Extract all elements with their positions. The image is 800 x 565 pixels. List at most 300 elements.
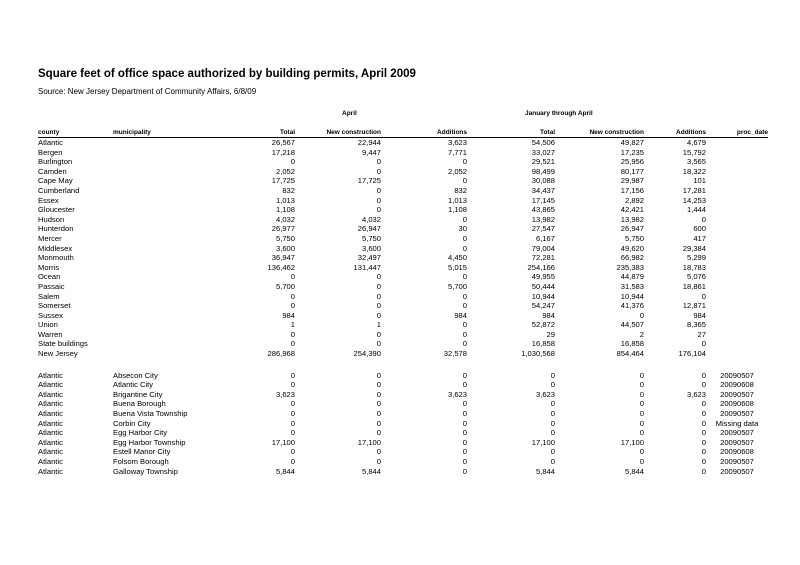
table-row-county <box>38 263 768 273</box>
cell-county: Atlantic <box>38 418 63 428</box>
cell-ytd-new-construction: 0 <box>639 399 644 409</box>
table-row-county <box>38 148 768 158</box>
cell-municipality <box>113 263 208 273</box>
cell-april-new-construction: 0 <box>376 457 381 466</box>
cell-ytd-additions: 101 <box>693 176 706 186</box>
cell-ytd-new-construction: 5,750 <box>624 233 644 243</box>
cell-ytd-total: 0 <box>550 457 555 466</box>
cell-april-total: 0 <box>290 301 295 311</box>
cell-april-additions: 32,578 <box>443 349 467 359</box>
table-row-county <box>38 253 768 263</box>
cell-april-total: 0 <box>290 457 295 466</box>
cell-municipality <box>113 349 208 359</box>
cell-county: Atlantic <box>38 466 63 476</box>
cell-ytd-total: 30,088 <box>531 176 555 186</box>
cell-proc-date: 20090507 <box>720 370 754 380</box>
cell-ytd-total: 33,027 <box>531 147 555 157</box>
col-header-ytd-total: Total <box>467 128 555 138</box>
cell-ytd-total: 54,247 <box>531 301 555 311</box>
cell-county: Hudson <box>38 214 65 224</box>
cell-county: Atlantic <box>38 409 63 419</box>
cell-ytd-total: 29 <box>546 329 555 339</box>
cell-municipality <box>113 157 208 167</box>
cell-april-additions: 0 <box>462 176 467 186</box>
cell-april-additions: 0 <box>462 380 467 390</box>
cell-april-new-construction: 0 <box>376 157 381 167</box>
table-row-county <box>38 234 768 244</box>
cell-ytd-additions: 3,565 <box>686 157 706 167</box>
table-row-municipality <box>38 399 768 409</box>
cell-april-new-construction: 4,032 <box>361 214 381 224</box>
cell-proc-date <box>706 167 768 177</box>
cell-proc-date <box>706 205 768 215</box>
col-header-ytd-new-construction: New construction <box>555 128 644 138</box>
cell-april-additions: 0 <box>462 409 467 419</box>
cell-ytd-additions: 8,365 <box>686 320 706 330</box>
cell-municipality <box>113 282 208 292</box>
cell-april-additions: 0 <box>462 399 467 409</box>
cell-ytd-additions: 0 <box>701 437 706 447</box>
table-row-county <box>38 186 768 196</box>
cell-april-additions: 0 <box>462 214 467 224</box>
cell-april-new-construction: 5,844 <box>361 466 381 476</box>
cell-ytd-new-construction: 31,583 <box>620 281 644 291</box>
table-row-county <box>38 138 768 148</box>
cell-april-new-construction: 0 <box>376 380 381 390</box>
cell-municipality: Brigantine City <box>113 389 163 399</box>
cell-ytd-total: 72,281 <box>531 253 555 263</box>
cell-ytd-additions: 0 <box>701 428 706 438</box>
cell-april-additions: 0 <box>462 301 467 311</box>
cell-april-additions: 0 <box>462 157 467 167</box>
cell-ytd-additions: 0 <box>701 457 706 466</box>
cell-april-total: 5,844 <box>275 466 295 476</box>
cell-ytd-additions: 176,104 <box>678 349 706 359</box>
cell-ytd-new-construction: 44,507 <box>620 320 644 330</box>
cell-ytd-total: 0 <box>550 447 555 457</box>
cell-county: Mercer <box>38 233 62 243</box>
cell-april-total: 0 <box>290 447 295 457</box>
cell-county: Atlantic <box>38 447 63 457</box>
cell-ytd-new-construction: 0 <box>639 428 644 438</box>
cell-april-total: 0 <box>290 370 295 380</box>
cell-april-additions: 7,771 <box>447 147 467 157</box>
cell-april-additions: 2,052 <box>447 166 467 176</box>
cell-april-new-construction: 131,447 <box>353 262 381 272</box>
cell-proc-date <box>706 244 768 254</box>
cell-county: Atlantic <box>38 389 63 399</box>
cell-april-new-construction: 0 <box>376 389 381 399</box>
cell-proc-date <box>706 330 768 340</box>
cell-april-additions: 0 <box>462 320 467 330</box>
cell-proc-date <box>706 224 768 234</box>
cell-april-new-construction: 0 <box>376 447 381 457</box>
cell-ytd-total: 254,166 <box>527 262 555 272</box>
cell-proc-date <box>706 311 768 321</box>
cell-april-total: 26,977 <box>271 224 295 234</box>
cell-proc-date <box>706 292 768 302</box>
cell-ytd-additions: 417 <box>693 233 706 243</box>
cell-april-total: 0 <box>290 380 295 390</box>
cell-ytd-total: 3,623 <box>535 389 555 399</box>
cell-ytd-additions: 0 <box>701 409 706 419</box>
cell-april-total: 136,462 <box>267 262 295 272</box>
cell-april-new-construction: 0 <box>376 195 381 205</box>
cell-county: Passaic <box>38 281 65 291</box>
cell-april-total: 1,013 <box>275 195 295 205</box>
cell-ytd-additions: 27 <box>697 329 706 339</box>
cell-county: Middlesex <box>38 243 73 253</box>
cell-april-new-construction: 0 <box>376 205 381 215</box>
cell-ytd-additions: 29,384 <box>682 243 706 253</box>
cell-april-new-construction: 0 <box>376 428 381 438</box>
cell-proc-date: 20090608 <box>720 447 754 457</box>
cell-april-new-construction: 0 <box>376 166 381 176</box>
cell-april-new-construction: 17,725 <box>357 176 381 186</box>
cell-municipality: Galloway Township <box>113 466 178 476</box>
cell-ytd-new-construction: 16,858 <box>620 339 644 349</box>
cell-april-total: 17,100 <box>271 437 295 447</box>
cell-april-new-construction: 22,944 <box>357 138 381 147</box>
cell-proc-date <box>706 349 768 359</box>
cell-april-additions: 0 <box>462 466 467 476</box>
cell-ytd-additions: 3,623 <box>686 389 706 399</box>
cell-ytd-additions: 18,861 <box>682 281 706 291</box>
group-header-jan-apr: January through April <box>525 110 593 117</box>
cell-april-additions: 0 <box>462 437 467 447</box>
cell-ytd-new-construction: 13,982 <box>620 214 644 224</box>
cell-ytd-total: 98,499 <box>531 166 555 176</box>
cell-municipality <box>113 205 208 215</box>
table-row-county <box>38 167 768 177</box>
cell-municipality <box>113 224 208 234</box>
cell-ytd-total: 5,844 <box>535 466 555 476</box>
cell-ytd-new-construction: 0 <box>639 457 644 466</box>
cell-proc-date: 20090507 <box>720 428 754 438</box>
cell-ytd-new-construction: 42,421 <box>620 205 644 215</box>
cell-april-total: 0 <box>290 272 295 282</box>
cell-ytd-additions: 0 <box>701 466 706 476</box>
section-spacer-cell <box>38 359 768 371</box>
cell-ytd-new-construction: 2,892 <box>624 195 644 205</box>
cell-proc-date <box>706 176 768 186</box>
cell-ytd-new-construction: 10,944 <box>620 291 644 301</box>
cell-april-new-construction: 0 <box>376 310 381 320</box>
cell-april-new-construction: 1 <box>376 320 381 330</box>
cell-april-new-construction: 0 <box>376 418 381 428</box>
cell-ytd-new-construction: 0 <box>639 389 644 399</box>
cell-ytd-total: 13,982 <box>531 214 555 224</box>
cell-april-additions: 3,623 <box>447 389 467 399</box>
cell-proc-date <box>706 282 768 292</box>
cell-ytd-total: 10,944 <box>531 291 555 301</box>
cell-ytd-total: 0 <box>550 418 555 428</box>
cell-ytd-total: 984 <box>542 310 555 320</box>
cell-april-additions: 1,013 <box>447 195 467 205</box>
cell-proc-date: 20090507 <box>720 409 754 419</box>
cell-april-new-construction: 0 <box>376 301 381 311</box>
cell-ytd-total: 79,004 <box>531 243 555 253</box>
cell-municipality <box>113 148 208 158</box>
table-row-county <box>38 349 768 359</box>
cell-municipality <box>113 234 208 244</box>
cell-municipality <box>113 339 208 349</box>
cell-april-new-construction: 0 <box>376 281 381 291</box>
col-header-april-total: Total <box>208 128 295 138</box>
cell-ytd-additions: 0 <box>701 214 706 224</box>
cell-april-new-construction: 3,600 <box>361 243 381 253</box>
col-header-municipality: municipality <box>113 128 208 138</box>
cell-april-new-construction: 0 <box>376 291 381 301</box>
cell-april-new-construction: 17,100 <box>357 437 381 447</box>
cell-april-new-construction: 0 <box>376 339 381 349</box>
cell-ytd-total: 54,506 <box>531 138 555 147</box>
cell-ytd-new-construction: 854,464 <box>616 349 644 359</box>
cell-ytd-new-construction: 2 <box>639 329 644 339</box>
cell-april-new-construction: 0 <box>376 409 381 419</box>
cell-april-new-construction: 5,750 <box>361 233 381 243</box>
cell-ytd-additions: 15,792 <box>682 147 706 157</box>
cell-proc-date <box>706 234 768 244</box>
cell-municipality: Atlantic City <box>113 380 154 390</box>
cell-ytd-new-construction: 0 <box>639 380 644 390</box>
cell-april-additions: 0 <box>462 428 467 438</box>
col-header-ytd-additions: Additions <box>644 128 706 138</box>
table-row-municipality <box>38 467 768 477</box>
cell-municipality: Buena Vista Township <box>113 409 188 419</box>
cell-april-total: 4,032 <box>275 214 295 224</box>
cell-april-new-construction: 254,390 <box>353 349 381 359</box>
cell-ytd-total: 52,872 <box>531 320 555 330</box>
cell-ytd-additions: 0 <box>701 370 706 380</box>
cell-april-total: 3,623 <box>275 389 295 399</box>
cell-april-total: 0 <box>290 157 295 167</box>
cell-april-additions: 1,108 <box>447 205 467 215</box>
cell-ytd-total: 34,437 <box>531 185 555 195</box>
cell-ytd-new-construction: 17,100 <box>620 437 644 447</box>
cell-proc-date: 20090507 <box>720 437 754 447</box>
cell-april-total: 984 <box>282 310 295 320</box>
cell-county: Somerset <box>38 301 71 311</box>
group-header-april: April <box>342 110 357 117</box>
cell-proc-date <box>706 339 768 349</box>
cell-county: Monmouth <box>38 253 74 263</box>
cell-proc-date <box>706 138 768 148</box>
cell-ytd-total: 16,858 <box>531 339 555 349</box>
cell-april-additions: 0 <box>462 272 467 282</box>
cell-ytd-additions: 17,281 <box>682 185 706 195</box>
table-row-county <box>38 196 768 206</box>
report-source: Source: New Jersey Department of Community Affairs, 6/8/09 <box>38 87 257 96</box>
cell-municipality <box>113 272 208 282</box>
cell-ytd-new-construction: 49,620 <box>620 243 644 253</box>
cell-proc-date <box>706 148 768 158</box>
table-row-municipality <box>38 457 768 467</box>
cell-ytd-additions: 0 <box>701 291 706 301</box>
col-header-county: county <box>38 128 113 138</box>
cell-proc-date <box>706 215 768 225</box>
cell-municipality <box>113 292 208 302</box>
table-row-municipality <box>38 409 768 419</box>
cell-municipality: Estell Manor City <box>113 447 171 457</box>
cell-april-new-construction: 0 <box>376 399 381 409</box>
cell-april-total: 17,218 <box>271 147 295 157</box>
cell-ytd-new-construction: 17,156 <box>620 185 644 195</box>
cell-county: Atlantic <box>38 457 63 466</box>
cell-ytd-new-construction: 0 <box>639 447 644 457</box>
cell-municipality: Egg Harbor City <box>113 428 168 438</box>
cell-ytd-new-construction: 44,879 <box>620 272 644 282</box>
cell-ytd-additions: 12,871 <box>682 301 706 311</box>
cell-april-total: 3,600 <box>275 243 295 253</box>
cell-ytd-total: 17,145 <box>531 195 555 205</box>
cell-ytd-new-construction: 26,947 <box>620 224 644 234</box>
col-header-april-new-construction: New construction <box>295 128 381 138</box>
cell-county: Morris <box>38 262 60 272</box>
cell-ytd-new-construction: 41,376 <box>620 301 644 311</box>
cell-april-total: 0 <box>290 399 295 409</box>
cell-ytd-additions: 0 <box>701 447 706 457</box>
cell-ytd-total: 0 <box>550 409 555 419</box>
cell-county: Cape May <box>38 176 73 186</box>
cell-april-additions: 3,623 <box>447 138 467 147</box>
cell-april-total: 0 <box>290 418 295 428</box>
cell-april-additions: 984 <box>454 310 467 320</box>
cell-ytd-new-construction: 29,987 <box>620 176 644 186</box>
cell-april-total: 26,567 <box>271 138 295 147</box>
cell-municipality: Corbin City <box>113 418 151 428</box>
cell-ytd-total: 27,547 <box>531 224 555 234</box>
cell-municipality <box>113 330 208 340</box>
cell-county: Bergen <box>38 147 63 157</box>
cell-municipality <box>113 138 208 148</box>
table-row-county <box>38 272 768 282</box>
cell-ytd-additions: 5,076 <box>686 272 706 282</box>
cell-county: Ocean <box>38 272 61 282</box>
cell-ytd-new-construction: 66,982 <box>620 253 644 263</box>
section-spacer <box>38 359 768 371</box>
cell-ytd-additions: 18,322 <box>682 166 706 176</box>
cell-county: State buildings <box>38 339 88 349</box>
cell-municipality <box>113 167 208 177</box>
cell-april-additions: 4,450 <box>447 253 467 263</box>
cell-county: Burlington <box>38 157 73 167</box>
table-row-municipality <box>38 390 768 400</box>
cell-county: Salem <box>38 291 60 301</box>
cell-proc-date <box>706 320 768 330</box>
cell-county: Warren <box>38 329 63 339</box>
cell-april-total: 832 <box>282 185 295 195</box>
cell-proc-date <box>706 186 768 196</box>
cell-ytd-total: 29,521 <box>531 157 555 167</box>
cell-ytd-total: 49,955 <box>531 272 555 282</box>
cell-ytd-additions: 0 <box>701 380 706 390</box>
table-row-municipality <box>38 428 768 438</box>
table-row-county <box>38 224 768 234</box>
cell-april-additions: 0 <box>462 243 467 253</box>
cell-proc-date <box>706 272 768 282</box>
table-row-county <box>38 244 768 254</box>
cell-ytd-total: 50,444 <box>531 281 555 291</box>
table-row-county <box>38 157 768 167</box>
cell-municipality <box>113 311 208 321</box>
cell-municipality <box>113 253 208 263</box>
cell-april-additions: 832 <box>454 185 467 195</box>
cell-ytd-new-construction: 80,177 <box>620 166 644 176</box>
cell-proc-date <box>706 196 768 206</box>
cell-ytd-new-construction: 0 <box>639 418 644 428</box>
cell-municipality: Folsom Borough <box>113 457 169 466</box>
cell-april-total: 36,947 <box>271 253 295 263</box>
cell-april-additions: 30 <box>458 224 467 234</box>
cell-ytd-new-construction: 17,235 <box>620 147 644 157</box>
cell-county: Essex <box>38 195 59 205</box>
cell-april-additions: 5,015 <box>447 262 467 272</box>
cell-april-additions: 0 <box>462 447 467 457</box>
cell-april-total: 2,052 <box>275 166 295 176</box>
cell-ytd-additions: 600 <box>693 224 706 234</box>
table-row-county <box>38 311 768 321</box>
cell-ytd-new-construction: 5,844 <box>624 466 644 476</box>
cell-proc-date <box>706 157 768 167</box>
cell-april-additions: 0 <box>462 418 467 428</box>
cell-ytd-additions: 4,679 <box>686 138 706 147</box>
cell-county: Sussex <box>38 310 63 320</box>
cell-april-total: 5,700 <box>275 281 295 291</box>
cell-april-total: 0 <box>290 339 295 349</box>
cell-ytd-new-construction: 0 <box>639 310 644 320</box>
cell-ytd-additions: 984 <box>693 310 706 320</box>
cell-april-new-construction: 0 <box>376 272 381 282</box>
cell-ytd-new-construction: 25,956 <box>620 157 644 167</box>
cell-april-total: 0 <box>290 409 295 419</box>
cell-ytd-additions: 0 <box>701 418 706 428</box>
cell-municipality <box>113 176 208 186</box>
cell-county: Atlantic <box>38 437 63 447</box>
cell-municipality <box>113 196 208 206</box>
cell-proc-date: 20090507 <box>720 466 754 476</box>
cell-april-new-construction: 0 <box>376 185 381 195</box>
cell-ytd-total: 0 <box>550 428 555 438</box>
table-row-municipality <box>38 419 768 429</box>
cell-proc-date: Missing data <box>715 418 759 428</box>
cell-april-new-construction: 0 <box>376 329 381 339</box>
cell-county: Union <box>38 320 58 330</box>
cell-county: New Jersey <box>38 349 78 359</box>
cell-municipality <box>113 186 208 196</box>
cell-april-additions: 5,700 <box>447 281 467 291</box>
cell-county: Gloucester <box>38 205 75 215</box>
table-row-municipality <box>38 380 768 390</box>
cell-april-total: 1 <box>290 320 295 330</box>
table-row-county <box>38 215 768 225</box>
cell-ytd-total: 0 <box>550 399 555 409</box>
cell-proc-date: 20090608 <box>720 380 754 390</box>
cell-municipality <box>113 320 208 330</box>
cell-ytd-total: 43,865 <box>531 205 555 215</box>
report-title: Square feet of office space authorized by building permits, April 2009 <box>38 68 416 80</box>
cell-ytd-new-construction: 0 <box>639 409 644 419</box>
cell-april-additions: 0 <box>462 339 467 349</box>
cell-ytd-new-construction: 235,383 <box>616 262 644 272</box>
cell-proc-date <box>706 263 768 273</box>
table-row-county <box>38 339 768 349</box>
cell-ytd-additions: 0 <box>701 399 706 409</box>
col-header-proc-date: proc_date <box>706 128 768 138</box>
cell-municipality: Egg Harbor Township <box>113 437 186 447</box>
cell-county: Hunterdon <box>38 224 74 234</box>
cell-april-additions: 0 <box>462 291 467 301</box>
